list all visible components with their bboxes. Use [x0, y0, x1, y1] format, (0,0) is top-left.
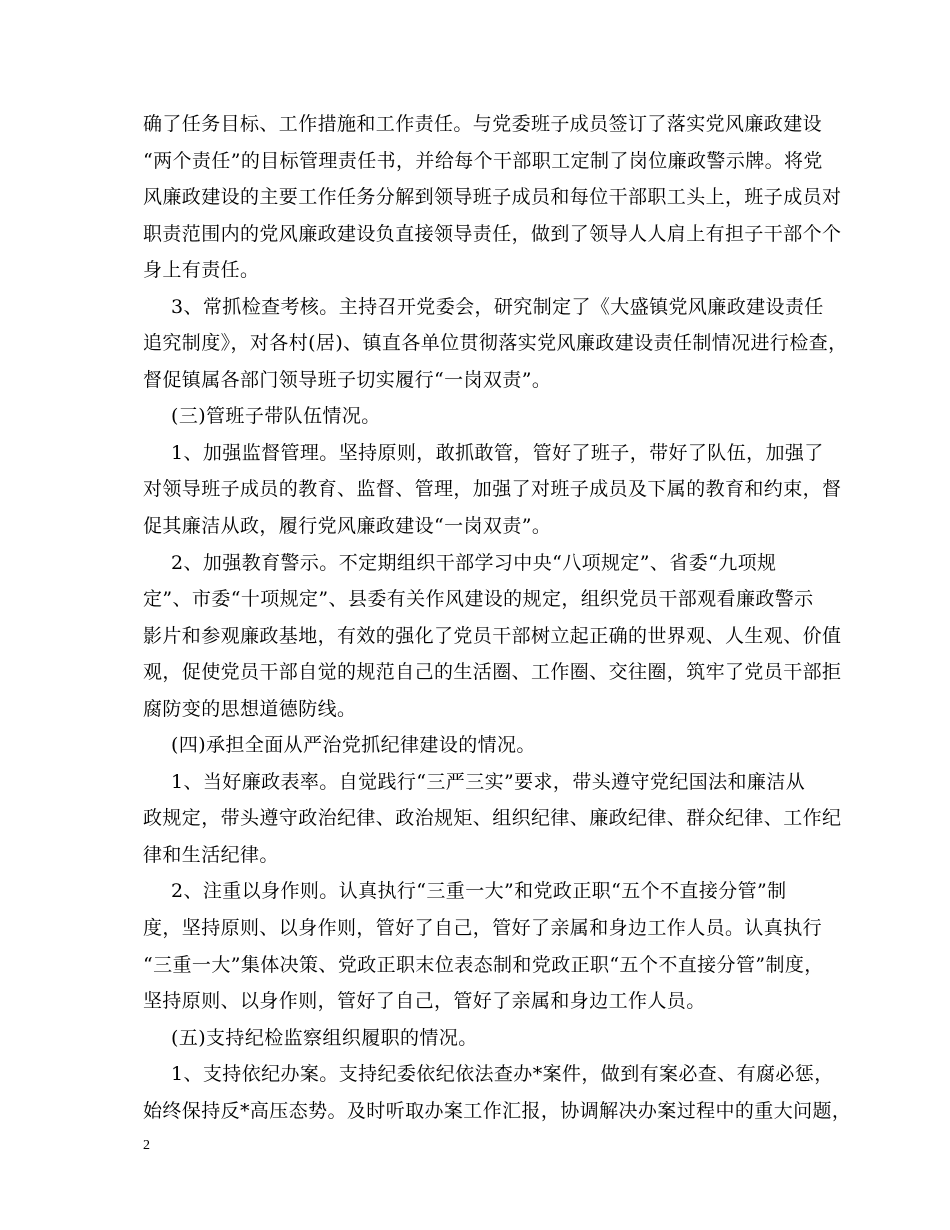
text-line: 风廉政建设的主要工作任务分解到领导班子成员和每位干部职工头上，班子成员对: [143, 186, 842, 209]
text-line: “三重一大”集体决策、党政正职末位表态制和党政正职“五个不直接分管”制度，: [143, 953, 824, 976]
text-line: 1、当好廉政表率。自觉践行“三严三实”要求，带头遵守党纪国法和廉洁从: [171, 770, 806, 793]
text-line: 确了任务目标、工作措施和工作责任。与党委班子成员签订了落实党风廉政建设: [143, 113, 823, 135]
document-body: [143, 112, 852, 1135]
text-line: 3、常抓检查考核。主持召开党委会，研究制定了《大盛镇党风廉政建设责任: [171, 295, 824, 318]
page-number: 2: [143, 1138, 150, 1153]
text-line: 身上有责任。: [143, 259, 260, 282]
section-heading: (三)管班子带队伍情况。: [171, 405, 381, 428]
text-line: 影片和参观廉政基地，有效的强化了党员干部树立起正确的世界观、人生观、价值: [143, 624, 842, 647]
text-line: “两个责任”的目标管理责任书，并给每个干部职工定制了岗位廉政警示牌。将党: [143, 149, 823, 172]
text-line: 1、加强监督管理。坚持原则，敢抓敢管，管好了班子，带好了队伍，加强了: [171, 441, 824, 464]
text-line: 观，促使党员干部自觉的规范自己的生活圈、工作圈、交往圈，筑牢了党员干部拒: [143, 661, 842, 684]
text-line: 始终保持反*高压态势。及时听取办案工作汇报，协调解决办案过程中的重大问题，: [143, 1099, 852, 1122]
text-line: 坚持原则、以身作则，管好了自己，管好了亲属和身边工作人员。: [143, 990, 706, 1013]
section-heading: (四)承担全面从严治党抓纪律建设的情况。: [171, 734, 536, 757]
text-line: 定”、市委“十项规定”、县委有关作风建设的规定，组织党员干部观看廉政警示: [143, 588, 814, 611]
text-line: 促其廉洁从政，履行党风廉政建设“一岗双责”。: [143, 515, 552, 538]
text-line: 1、支持依纪办案。支持纪委依纪依法查办*案件，做到有案必查、有腐必惩，: [171, 1063, 834, 1086]
text-line: 督促镇属各部门领导班子切实履行“一岗双责”。: [143, 368, 552, 391]
text-line: 职责范围内的党风廉政建设负直接领导责任，做到了领导人人肩上有担子干部个个: [143, 222, 842, 245]
text-line: 政规定，带头遵守政治纪律、政治规矩、组织纪律、廉政纪律、群众纪律、工作纪: [143, 807, 842, 830]
text-line: 腐防变的思想道德防线。: [143, 697, 357, 720]
section-heading: (五)支持纪检监察组织履职的情况。: [171, 1026, 478, 1049]
text-line: 律和生活纪律。: [143, 843, 279, 866]
text-line: 2、加强教育警示。不定期组织干部学习中央“八项规定”、省委“九项规: [171, 551, 777, 574]
text-line: 2、注重以身作则。认真执行“三重一大”和党政正职“五个不直接分管”制: [171, 880, 787, 903]
text-line: 度，坚持原则、以身作则，管好了自己，管好了亲属和身边工作人员。认真执行: [143, 917, 823, 940]
text-line: 追究制度》，对各村(居)、镇直各单位贯彻落实党风廉政建设责任制情况进行检查，: [143, 332, 848, 355]
text-line: 对领导班子成员的教育、监督、管理，加强了对班子成员及下属的教育和约束，督: [143, 478, 842, 501]
